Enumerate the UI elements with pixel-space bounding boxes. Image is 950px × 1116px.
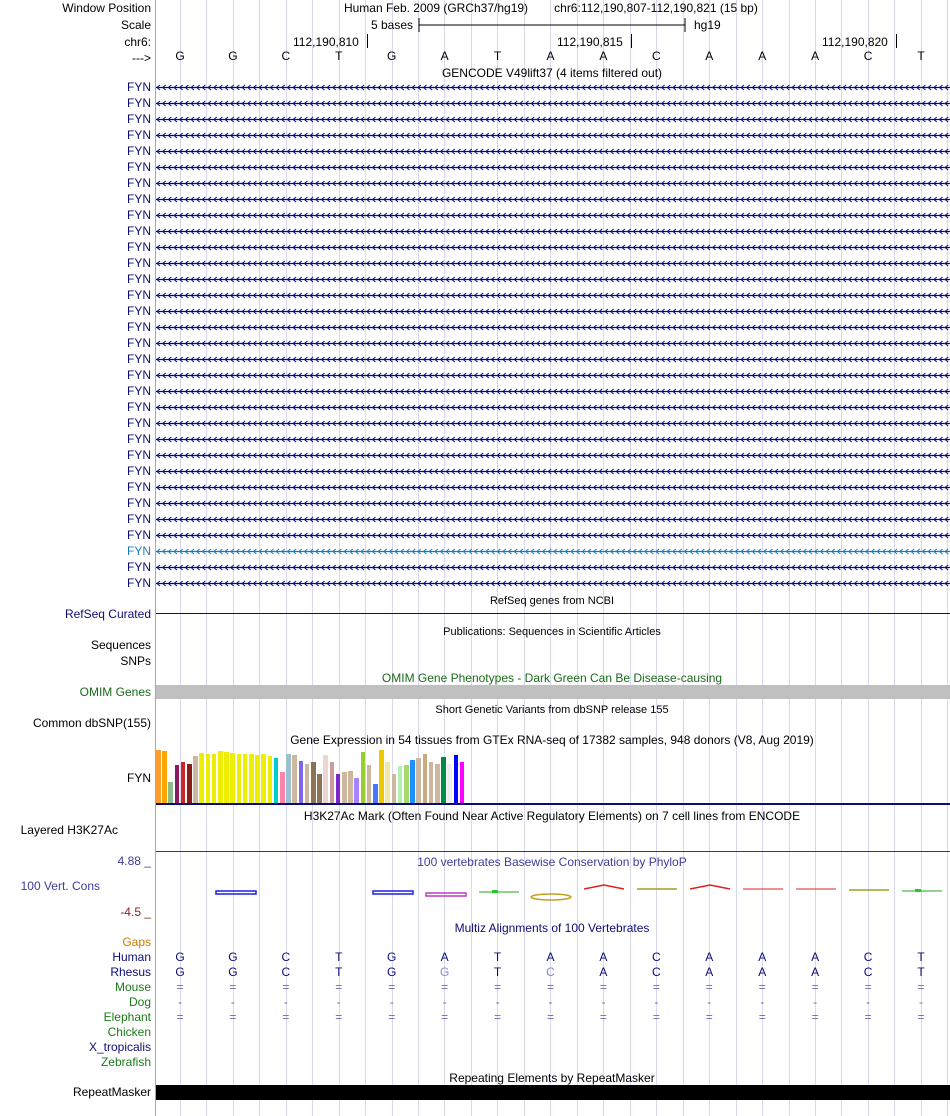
alignment-base: - (654, 995, 659, 1009)
sequence-base: T (917, 49, 925, 63)
phylop-mark (426, 893, 466, 896)
phylop-mark (531, 894, 571, 900)
sequence-base: A (811, 49, 820, 63)
alignment-base: = (758, 980, 766, 994)
gtex-tissue-bar[interactable] (212, 754, 217, 803)
gene-line-fyn[interactable] (156, 531, 950, 540)
alignment-base: - (866, 995, 871, 1009)
species-label-human: Human (112, 950, 151, 964)
alignment-base: - (389, 995, 394, 1009)
alignment-base: C (281, 950, 291, 964)
gtex-tissue-bar[interactable] (156, 750, 161, 803)
track-area[interactable] (156, 0, 950, 1116)
gtex-track-title: Gene Expression in 54 tissues from GTEx RNA-seq of 17382 samples, 948 donors (V8, Aug 2019) (290, 733, 814, 747)
gene-label-fyn[interactable]: FYN (127, 480, 151, 494)
gene-line-fyn[interactable] (156, 211, 950, 220)
gtex-tissue-bar[interactable] (398, 766, 403, 803)
gtex-tissue-bar[interactable] (429, 762, 434, 803)
gene-label-fyn[interactable]: FYN (127, 336, 151, 350)
alignment-base: - (230, 995, 235, 1009)
scale-label: Scale (120, 18, 151, 32)
alignment-base: - (760, 995, 765, 1009)
gtex-tissue-bar[interactable] (286, 754, 291, 803)
gtex-gene-line (156, 803, 950, 805)
phylop-conservation-plot[interactable] (156, 880, 950, 904)
sequence-base: C (863, 49, 873, 63)
alignment-base: G (228, 950, 238, 964)
gtex-tissue-bar[interactable] (361, 752, 366, 803)
gtex-tissue-bar[interactable] (206, 754, 211, 803)
sequence-base: G (387, 49, 397, 63)
alignment-base: = (546, 1010, 554, 1024)
repeatmasker-feature-bar[interactable] (156, 1085, 950, 1100)
alignment-base: = (282, 980, 290, 994)
phylop-mark (690, 885, 730, 889)
gene-line-fyn[interactable] (156, 435, 950, 444)
gene-line-fyn[interactable] (156, 275, 950, 284)
dbsnp-track-label[interactable]: Common dbSNP(155) (32, 716, 151, 730)
gene-line-fyn[interactable] (156, 227, 950, 236)
gene-label-fyn[interactable]: FYN (127, 272, 151, 286)
gene-line-fyn[interactable] (156, 83, 950, 92)
gtex-tissue-bar[interactable] (193, 756, 198, 803)
track-labels (0, 0, 155, 1116)
gencode-track-title: GENCODE V49lift37 (4 items filtered out) (441, 66, 663, 80)
phylop-mark (492, 890, 498, 893)
species-label-dog: Dog (128, 995, 151, 1009)
alignment-base: A (758, 950, 767, 964)
alignment-base: = (176, 1010, 184, 1024)
gene-label-fyn[interactable]: FYN (127, 352, 151, 366)
gene-line-fyn[interactable] (156, 243, 950, 252)
alignment-base: G (439, 965, 450, 979)
gtex-tissue-bar[interactable] (175, 765, 180, 803)
gtex-tissue-bar[interactable] (280, 772, 285, 803)
gtex-tissue-bar[interactable] (323, 755, 328, 803)
alignment-base: T (493, 950, 502, 964)
gtex-tissue-bar[interactable] (385, 762, 390, 803)
gene-line-fyn[interactable] (156, 307, 950, 316)
sequence-base: C (652, 49, 661, 63)
omim-track-title: OMIM Gene Phenotypes - Dark Green Can Be Disease-causing (381, 671, 723, 685)
alignment-base: = (388, 980, 396, 994)
alignment-base: A (599, 950, 608, 964)
alignment-base: = (864, 1010, 872, 1024)
gtex-track-label[interactable]: FYN (127, 771, 151, 785)
gene-line-fyn[interactable] (156, 147, 950, 156)
alignment-base: - (178, 995, 182, 1009)
scale-bar (418, 17, 688, 33)
gtex-tissue-bar[interactable] (292, 755, 297, 803)
alignment-base: = (546, 980, 554, 994)
gene-label-fyn[interactable]: FYN (127, 208, 151, 222)
gene-label-fyn[interactable]: FYN (127, 224, 151, 238)
phylop-mark (373, 891, 413, 894)
gene-label-fyn[interactable]: FYN (127, 240, 151, 254)
gene-label-fyn[interactable]: FYN (127, 368, 151, 382)
gtex-tissue-bar[interactable] (435, 764, 440, 803)
repeatmasker-track-title: Repeating Elements by RepeatMasker (449, 1071, 655, 1085)
gtex-tissue-bar[interactable] (342, 772, 347, 803)
alignment-base: - (548, 995, 553, 1009)
coord-tick-2 (631, 34, 632, 48)
alignment-base: G (387, 965, 397, 979)
gene-line-fyn[interactable] (156, 115, 950, 124)
alignment-base: A (440, 950, 449, 964)
phylop-track-title: 100 vertebrates Basewise Conservation by PhyloP (417, 855, 687, 869)
db-label: hg19 (694, 18, 721, 32)
gene-line-fyn[interactable] (156, 515, 950, 524)
gene-line-fyn[interactable] (156, 579, 950, 588)
gtex-tissue-bar[interactable] (404, 765, 409, 803)
alignment-base: A (546, 950, 555, 964)
alignment-base: = (705, 980, 713, 994)
sequence-base: G (228, 49, 238, 63)
gene-label-fyn[interactable]: FYN (127, 400, 151, 414)
gene-line-fyn[interactable] (156, 99, 950, 108)
alignment-base: C (652, 965, 661, 979)
gene-label-fyn[interactable]: FYN (127, 304, 151, 318)
gtex-tissue-bar[interactable] (243, 754, 248, 803)
coord-label-2: 112,190,815 (557, 35, 623, 49)
gene-label-fyn[interactable]: FYN (127, 416, 151, 430)
alignment-base: = (388, 1010, 396, 1024)
alignment-base: C (863, 950, 873, 964)
gtex-tissue-bar[interactable] (373, 784, 378, 803)
publications-track-title: Publications: Sequences in Scientific Articles (443, 626, 661, 638)
sequence-base: C (281, 49, 291, 63)
gtex-tissue-bar[interactable] (317, 774, 322, 803)
gtex-tissue-bar[interactable] (299, 761, 304, 803)
gene-label-fyn[interactable]: FYN (127, 96, 151, 110)
alignment-base: A (705, 950, 714, 964)
alignment-base: C (546, 965, 555, 979)
gene-label-fyn[interactable]: FYN (127, 576, 151, 590)
gtex-tissue-bar[interactable] (410, 760, 415, 803)
multiz-gaps-label: Gaps (122, 935, 151, 949)
sequence-base: G (175, 49, 185, 63)
coord-label-3: 112,190,820 (822, 35, 888, 49)
alignment-base: G (175, 965, 185, 979)
gtex-tissue-bar[interactable] (416, 758, 421, 803)
gene-line-fyn[interactable] (156, 563, 950, 572)
coord-tick-3 (896, 34, 897, 48)
gene-label-fyn[interactable]: FYN (127, 432, 151, 446)
alignment-base: = (864, 980, 872, 994)
gtex-tissue-bar[interactable] (187, 764, 192, 803)
alignment-base: - (442, 995, 447, 1009)
phylop-track-label[interactable]: 100 Vert. Cons (20, 879, 100, 893)
alignment-base: = (917, 1010, 925, 1024)
alignment-base: = (335, 1010, 343, 1024)
alignment-base: - (919, 995, 924, 1009)
gene-line-fyn[interactable] (156, 387, 950, 396)
alignment-base: - (601, 995, 606, 1009)
alignment-base: A (705, 965, 714, 979)
omim-feature-bar[interactable] (156, 685, 950, 699)
alignment-base: T (335, 965, 343, 979)
alignment-base: T (335, 950, 343, 964)
alignment-base: G (387, 950, 397, 964)
omim-track-label[interactable]: OMIM Genes (79, 685, 151, 699)
h3k27ac-baseline (156, 851, 950, 852)
gtex-tissue-bar[interactable] (460, 762, 465, 803)
gene-label-fyn[interactable]: FYN (127, 192, 151, 206)
alignment-base: = (758, 1010, 766, 1024)
alignment-base: = (494, 1010, 502, 1024)
gene-label-fyn[interactable]: FYN (127, 512, 151, 526)
gene-label-fyn[interactable]: FYN (127, 496, 151, 510)
alignment-base: = (599, 980, 607, 994)
phylop-mark (915, 889, 921, 892)
gtex-tissue-bar[interactable] (237, 754, 242, 803)
alignment-base: A (811, 965, 820, 979)
alignment-base: - (707, 995, 712, 1009)
h3k27ac-track-title: H3K27Ac Mark (Often Found Near Active Regulatory Elements) on 7 cell lines from ENCODE (303, 809, 801, 823)
gtex-tissue-bar[interactable] (441, 757, 446, 803)
refseq-track-title: RefSeq genes from NCBI (489, 595, 615, 607)
gtex-tissue-bar[interactable] (162, 751, 167, 803)
gtex-tissue-bar[interactable] (379, 750, 384, 803)
alignment-base: T (917, 950, 925, 964)
strand-arrow-label: ---> (132, 51, 151, 65)
gtex-tissue-bar[interactable] (447, 764, 452, 803)
gtex-tissue-bar[interactable] (230, 753, 235, 803)
gene-line-fyn[interactable] (156, 547, 950, 556)
alignment-base: = (599, 1010, 607, 1024)
publications-snps-label[interactable]: SNPs (120, 654, 151, 668)
gene-line-fyn[interactable] (156, 131, 950, 140)
gene-label-fyn[interactable]: FYN (127, 384, 151, 398)
alignment-base: = (229, 980, 237, 994)
coord-label-1: 112,190,810 (293, 35, 359, 49)
gtex-tissue-bar[interactable] (255, 755, 260, 803)
gtex-tissue-bar[interactable] (454, 755, 459, 803)
gene-label-fyn[interactable]: FYN (127, 448, 151, 462)
alignment-base: = (917, 980, 925, 994)
alignment-base: A (811, 950, 820, 964)
gtex-tissue-bar[interactable] (336, 774, 341, 803)
dbsnp-track-title: Short Genetic Variants from dbSNP release 155 (435, 704, 669, 716)
alignment-base: = (811, 1010, 819, 1024)
gene-label-fyn[interactable]: FYN (127, 176, 151, 190)
gtex-tissue-bar[interactable] (274, 758, 279, 803)
gtex-tissue-bar[interactable] (181, 762, 186, 803)
alignment-base: A (599, 965, 608, 979)
alignment-base: C (863, 965, 873, 979)
gtex-tissue-bar[interactable] (354, 778, 359, 803)
gene-line-fyn[interactable] (156, 499, 950, 508)
h3k27ac-track-label[interactable]: Layered H3K27Ac (20, 823, 118, 837)
alignment-base: - (495, 995, 500, 1009)
sequence-base: T (335, 49, 343, 63)
gtex-tissue-bar[interactable] (249, 754, 254, 803)
phylop-max-label: 4.88 _ (117, 854, 151, 868)
gtex-expression-bars[interactable] (156, 749, 950, 803)
gtex-tissue-bar[interactable] (348, 771, 353, 803)
sequence-base: A (440, 49, 449, 63)
gene-line-fyn[interactable] (156, 467, 950, 476)
refseq-track-label[interactable]: RefSeq Curated (64, 607, 151, 621)
alignment-base: = (652, 980, 660, 994)
gtex-tissue-bar[interactable] (367, 765, 372, 803)
alignment-base: = (441, 980, 449, 994)
gene-line-fyn[interactable] (156, 259, 950, 268)
position-title: chr6:112,190,807-112,190,821 (15 bp) (554, 1, 758, 15)
gene-label-fyn[interactable]: FYN (127, 80, 151, 94)
coord-tick-1 (367, 34, 368, 48)
gene-line-fyn[interactable] (156, 483, 950, 492)
species-label-x_tropicalis: X_tropicalis (88, 1040, 151, 1054)
gene-line-fyn[interactable] (156, 323, 950, 332)
gtex-tissue-bar[interactable] (224, 752, 229, 803)
gene-line-fyn[interactable] (156, 339, 950, 348)
gene-line-fyn[interactable] (156, 163, 950, 172)
species-label-zebrafish: Zebrafish (100, 1055, 151, 1069)
gene-label-fyn[interactable]: FYN (127, 544, 151, 558)
assembly-title: Human Feb. 2009 (GRCh37/hg19) (343, 1, 529, 15)
phylop-mark (584, 885, 624, 889)
gtex-tissue-bar[interactable] (305, 764, 310, 803)
chromosome-label: chr6: (124, 35, 151, 49)
alignment-base: - (336, 995, 341, 1009)
gene-label-fyn[interactable]: FYN (127, 144, 151, 158)
phylop-mark (216, 891, 256, 894)
alignment-base: = (494, 980, 502, 994)
sequence-base: A (758, 49, 767, 63)
alignment-base: G (228, 965, 238, 979)
window-position-label: Window Position (62, 1, 151, 15)
gtex-tissue-bar[interactable] (168, 782, 173, 803)
gene-line-fyn[interactable] (156, 195, 950, 204)
gtex-tissue-bar[interactable] (261, 754, 266, 803)
gene-label-fyn[interactable]: FYN (127, 560, 151, 574)
alignment-base: - (283, 995, 288, 1009)
sequence-base: A (546, 49, 555, 63)
gtex-tissue-bar[interactable] (199, 753, 204, 803)
alignment-base: = (229, 1010, 237, 1024)
gene-line-fyn[interactable] (156, 419, 950, 428)
gene-label-fyn[interactable]: FYN (127, 320, 151, 334)
alignment-base: C (281, 965, 291, 979)
species-label-mouse: Mouse (114, 980, 151, 994)
gene-label-fyn[interactable]: FYN (127, 112, 151, 126)
repeatmasker-track-label[interactable]: RepeatMasker (72, 1085, 151, 1099)
publications-sequences-label[interactable]: Sequences (90, 638, 151, 652)
gene-label-fyn[interactable]: FYN (127, 160, 151, 174)
gene-line-fyn[interactable] (156, 451, 950, 460)
alignment-base: T (493, 965, 502, 979)
alignment-base: = (335, 980, 343, 994)
alignment-base: = (811, 980, 819, 994)
alignment-base: = (176, 980, 184, 994)
gtex-tissue-bar[interactable] (268, 756, 273, 803)
sequence-base: T (493, 49, 502, 63)
alignment-base: A (758, 965, 767, 979)
phylop-min-label: -4.5 _ (120, 905, 151, 919)
species-label-elephant: Elephant (103, 1010, 151, 1024)
gene-line-fyn[interactable] (156, 291, 950, 300)
gtex-tissue-bar[interactable] (311, 762, 316, 803)
alignment-base: G (175, 950, 185, 964)
multiz-track-title: Multiz Alignments of 100 Vertebrates (454, 921, 650, 935)
gtex-tissue-bar[interactable] (218, 751, 223, 803)
gene-label-fyn[interactable]: FYN (127, 288, 151, 302)
alignment-base: = (282, 1010, 290, 1024)
species-label-chicken: Chicken (107, 1025, 151, 1039)
gene-line-fyn[interactable] (156, 355, 950, 364)
gtex-tissue-bar[interactable] (392, 774, 397, 803)
gene-line-fyn[interactable] (156, 179, 950, 188)
alignment-base: = (652, 1010, 660, 1024)
species-label-rhesus: Rhesus (110, 965, 151, 979)
refseq-gene-line[interactable] (156, 613, 950, 614)
alignment-base: = (441, 1010, 449, 1024)
gtex-tissue-bar[interactable] (423, 754, 428, 803)
gene-label-fyn[interactable]: FYN (127, 256, 151, 270)
gtex-tissue-bar[interactable] (330, 762, 335, 803)
alignment-base: - (813, 995, 818, 1009)
gene-label-fyn[interactable]: FYN (127, 528, 151, 542)
alignment-base: C (652, 950, 661, 964)
sequence-base: A (599, 49, 608, 63)
gene-label-fyn[interactable]: FYN (127, 128, 151, 142)
sequence-base: A (705, 49, 714, 63)
gene-line-fyn[interactable] (156, 403, 950, 412)
scale-bar-text: 5 bases (371, 18, 414, 32)
gene-line-fyn[interactable] (156, 371, 950, 380)
alignment-base: T (917, 965, 925, 979)
alignment-base: = (705, 1010, 713, 1024)
gene-label-fyn[interactable]: FYN (127, 464, 151, 478)
